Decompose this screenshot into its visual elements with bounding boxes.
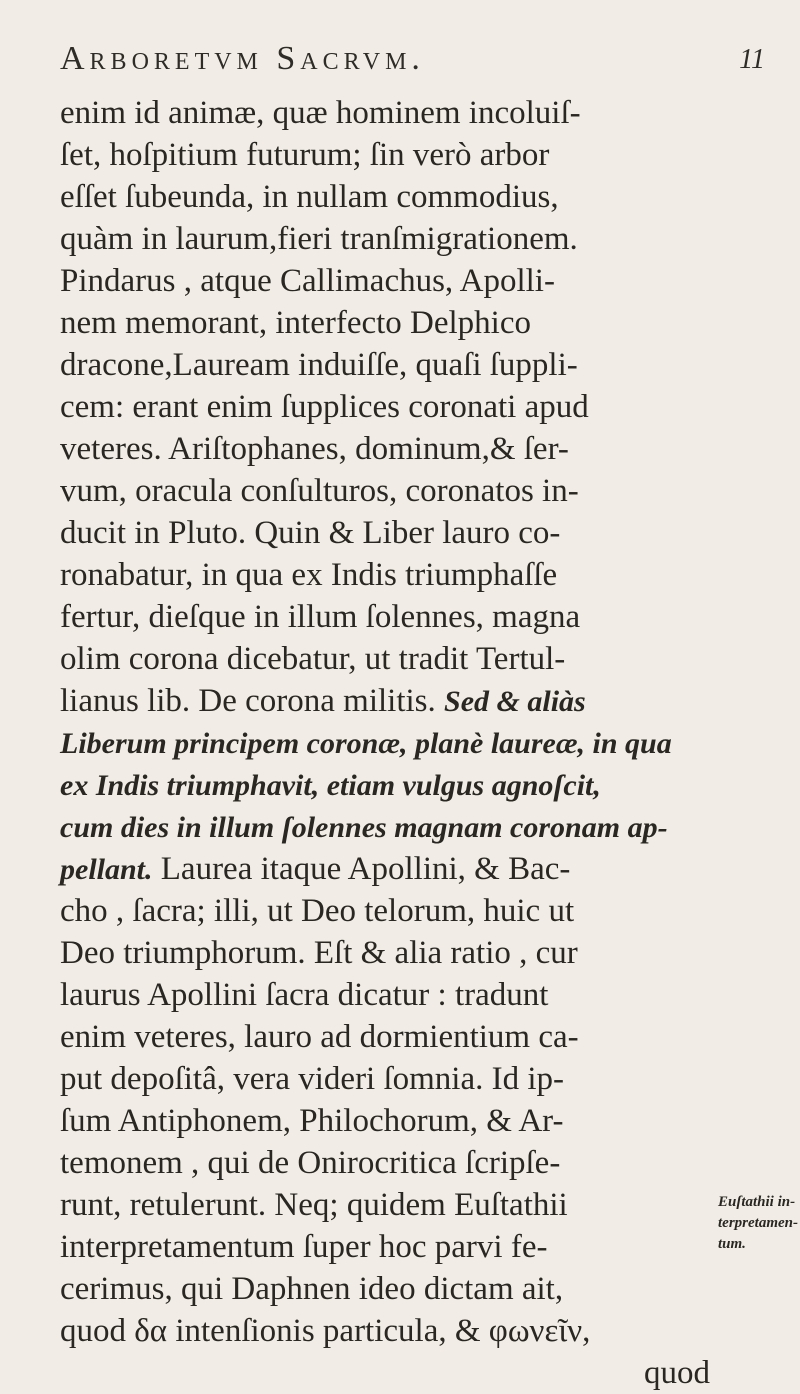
text-line [60, 260, 720, 302]
text-line [60, 134, 720, 176]
text-line [60, 1268, 720, 1310]
line-text: ducit in Pluto. Quin & Liber lauro co- [60, 515, 561, 551]
text-line [60, 176, 720, 218]
text-line [60, 722, 720, 764]
line-italic-text: Liberum principem coronæ, planè laureæ, in qua [60, 727, 672, 760]
text-line [60, 890, 720, 932]
line-text: temonem , qui de Onirocritica ſcripſe- [60, 1145, 561, 1181]
text-line [60, 848, 720, 890]
text-line [60, 554, 720, 596]
line-text: enim id animæ, quæ hominem incoluiſ- [60, 95, 581, 131]
line-text: olim corona dicebatur, ut tradit Tertul- [60, 641, 566, 677]
marginal-note [718, 1192, 798, 1255]
line-text: runt, retulerunt. Neq; quidem Euſtathii [60, 1187, 568, 1223]
text-line [60, 386, 720, 428]
text-line [60, 1016, 720, 1058]
text-line [60, 806, 720, 848]
line-text: dracone,Lauream induiſſe, quaſi ſuppli- [60, 347, 578, 383]
text-line [60, 1142, 720, 1184]
line-text: nem memorant, interfecto Delphico [60, 305, 531, 341]
line-text: enim veteres, lauro ad dormientium ca- [60, 1019, 579, 1055]
line-text: laurus Apollini ſacra dicatur : tradunt [60, 977, 549, 1013]
text-line [60, 428, 720, 470]
line-text: Laurea itaque Apollini, & Bac- [152, 851, 571, 887]
line-text: put depoſitâ, vera videri ſomnia. Id ip- [60, 1061, 565, 1097]
text-line [60, 974, 720, 1016]
line-text: quàm in laurum,fieri tranſmigrationem. [60, 221, 578, 257]
text-line [60, 92, 720, 134]
line-text: lianus lib. De corona militis. [60, 683, 445, 719]
line-text: ſum Antiphonem, Philochorum, & Ar- [60, 1103, 564, 1139]
line-text: cerimus, qui Daphnen ideo dictam ait, [60, 1271, 564, 1307]
line-text: interpretamentum ſuper hoc parvi fe- [60, 1229, 548, 1265]
marginal-note-line: terpretamen- [718, 1215, 798, 1231]
line-text: Deo triumphorum. Eſt & alia ratio , cur [60, 935, 578, 971]
text-line [60, 1184, 720, 1226]
line-text: fertur, dieſque in illum ſolennes, magna [60, 599, 581, 635]
line-text: vum, oracula conſulturos, coronatos in- [60, 473, 579, 509]
text-line [60, 1100, 720, 1142]
text-line [60, 680, 720, 722]
line-text: ſet, hoſpitium futurum; ſin verò arbor [60, 137, 550, 173]
text-line [60, 1058, 720, 1100]
text-line [60, 218, 720, 260]
line-text: eſſet ſubeunda, in nullam commodius, [60, 179, 559, 215]
text-line [60, 1226, 720, 1268]
catchword: quod [644, 1355, 710, 1391]
text-line [60, 932, 720, 974]
line-italic-text: pellant. [60, 853, 153, 886]
running-title: Arboretvm Sacrvm. [60, 40, 425, 77]
line-text: quod δα intenſionis particula, & φωνεῖν, [60, 1313, 591, 1349]
text-line [60, 596, 720, 638]
text-line [60, 512, 720, 554]
line-text: cem: erant enim ſupplices coronati apud [60, 389, 589, 425]
text-line [60, 302, 720, 344]
line-text: Pindarus , atque Callimachus, Apolli- [60, 263, 555, 299]
text-line [60, 344, 720, 386]
line-italic-text: ex Indis triumphavit, etiam vulgus agnoſcit, [60, 769, 601, 802]
line-text: ronabatur, in qua ex Indis triumphaſſe [60, 557, 558, 593]
line-italic-text: Sed & aliàs [444, 685, 586, 718]
line-text: cho , ſacra; illi, ut Deo telorum, huic ut [60, 893, 575, 929]
marginal-note-line: tum. [718, 1236, 746, 1252]
text-line [60, 1310, 720, 1352]
body-text [60, 92, 720, 1394]
marginal-note-line: Euſtathii in- [718, 1194, 796, 1210]
text-line [60, 764, 720, 806]
page-number: 11 [739, 44, 765, 75]
line-italic-text: cum dies in illum ſolennes magnam coronam ap- [60, 811, 668, 844]
text-line [60, 470, 720, 512]
running-header [60, 40, 765, 84]
text-line [60, 638, 720, 680]
line-text: veteres. Ariſtophanes, dominum,& ſer- [60, 431, 569, 467]
